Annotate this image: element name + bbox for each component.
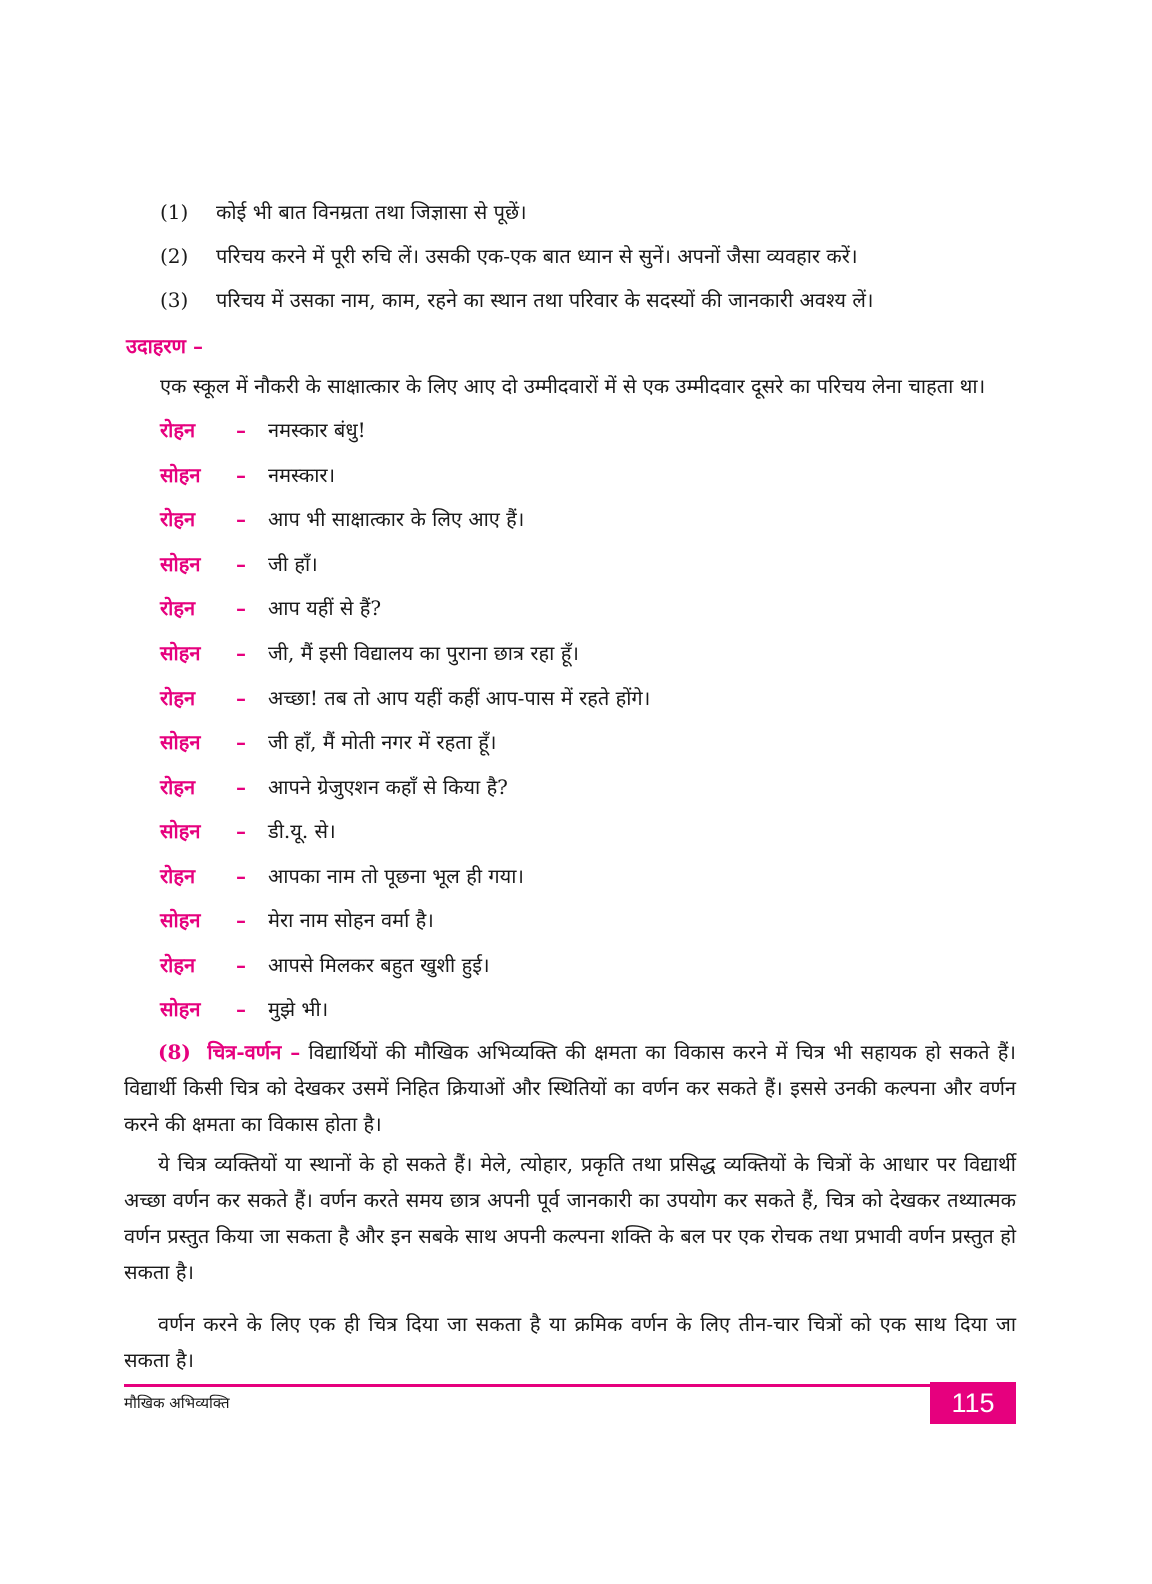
section-paragraph-3 <box>124 1306 1016 1378</box>
dialogue-text: जी हाँ, मैं मोती नगर में रहता हूँ। <box>268 730 497 754</box>
dialogue-dash: – <box>236 775 246 799</box>
speaker-name: रोहन <box>160 596 196 620</box>
dialogue-dash: – <box>236 953 246 977</box>
dialogue-dash: – <box>236 418 246 442</box>
dialogue-dash: – <box>236 552 246 576</box>
rule-text: परिचय करने में पूरी रुचि लें। उसकी एक-एक बात ध्यान से सुनें। अपनों जैसा व्यवहार करें। <box>216 244 858 268</box>
paragraph-text: वर्णन करने के लिए एक ही चित्र दिया जा सकता है या क्रमिक वर्णन के लिए तीन-चार चित्रों को एक साथ दिया जा सकता है। <box>124 1312 1016 1372</box>
page-number: 115 <box>930 1382 1016 1424</box>
dialogue-text: नमस्कार बंधु! <box>268 418 366 442</box>
section-title: चित्र-वर्णन – <box>207 1040 301 1064</box>
dialogue-dash: – <box>236 641 246 665</box>
dialogue-dash: – <box>236 596 246 620</box>
speaker-name: रोहन <box>160 418 196 442</box>
section-number: (8) <box>158 1040 191 1064</box>
speaker-name: सोहन <box>160 730 201 754</box>
speaker-name: सोहन <box>160 908 201 932</box>
paragraph-text: विद्यार्थियों की मौखिक अभिव्यक्ति की क्षमता का विकास करने में चित्र भी सहायक हो सकते हैं। विद्यार्थी किसी चित्र को देखकर उसमें निहित क्रियाओं और स्थितियों का वर्णन कर सकते हैं। इससे उनकी कल्पना और वर्णन करने की क्षमता का विकास होता है। <box>124 1040 1016 1136</box>
speaker-name: सोहन <box>160 997 201 1021</box>
example-heading: उदाहरण – <box>126 334 203 358</box>
rule-number: (3) <box>160 288 189 312</box>
dialogue-text: अच्छा! तब तो आप यहीं कहीं आप-पास में रहते होंगे। <box>268 686 651 710</box>
dialogue-text: जी हाँ। <box>268 552 318 576</box>
speaker-name: रोहन <box>160 686 196 710</box>
section-paragraph-2 <box>124 1146 1016 1290</box>
speaker-name: रोहन <box>160 507 196 531</box>
speaker-name: सोहन <box>160 463 201 487</box>
dialogue-dash: – <box>236 686 246 710</box>
dialogue-text: आपका नाम तो पूछना भूल ही गया। <box>268 864 525 888</box>
rule-number: (2) <box>160 244 189 268</box>
dialogue-text: डी.यू. से। <box>268 819 336 843</box>
rule-text: कोई भी बात विनम्रता तथा जिज्ञासा से पूछें। <box>216 200 527 224</box>
dialogue-dash: – <box>236 819 246 843</box>
dialogue-text: आपसे मिलकर बहुत खुशी हुई। <box>268 953 490 977</box>
dialogue-dash: – <box>236 997 246 1021</box>
dialogue-dash: – <box>236 864 246 888</box>
dialogue-dash: – <box>236 908 246 932</box>
dialogue-text: नमस्कार। <box>268 463 336 487</box>
dialogue-dash: – <box>236 730 246 754</box>
speaker-name: सोहन <box>160 552 201 576</box>
rule-number: (1) <box>160 200 189 224</box>
speaker-name: सोहन <box>160 819 201 843</box>
dialogue-text: आप भी साक्षात्कार के लिए आए हैं। <box>268 507 525 531</box>
speaker-name: रोहन <box>160 864 196 888</box>
example-intro: एक स्कूल में नौकरी के साक्षात्कार के लिए आए दो उम्मीदवारों में से एक उम्मीदवार दूसरे का परिचय लेना चाहता था। <box>160 374 986 398</box>
dialogue-text: आपने ग्रेजुएशन कहाँ से किया है? <box>268 775 508 799</box>
footer-chapter-title: मौखिक अभिव्यक्ति <box>124 1394 230 1412</box>
footer-divider <box>124 1384 930 1387</box>
rule-text: परिचय में उसका नाम, काम, रहने का स्थान तथा परिवार के सदस्यों की जानकारी अवश्य लें। <box>216 288 874 312</box>
dialogue-dash: – <box>236 507 246 531</box>
speaker-name: सोहन <box>160 641 201 665</box>
speaker-name: रोहन <box>160 953 196 977</box>
dialogue-text: मेरा नाम सोहन वर्मा है। <box>268 908 434 932</box>
paragraph-text: ये चित्र व्यक्तियों या स्थानों के हो सकते हैं। मेले, त्योहार, प्रकृति तथा प्रसिद्ध व्यक्तियों के चित्रों के आधार पर विद्यार्थी अच्छा वर्णन कर सकते हैं। वर्णन करते समय छात्र अपनी पूर्व जानकारी का उपयोग कर सकते हैं, चित्र को देखकर तथ्यात्मक वर्णन प्रस्तुत किया जा सकता है और इन सबके साथ अपनी कल्पना शक्ति के बल पर एक रोचक तथा प्रभावी वर्णन प्रस्तुत हो सकता है। <box>124 1152 1016 1284</box>
speaker-name: रोहन <box>160 775 196 799</box>
dialogue-text: मुझे भी। <box>268 997 329 1021</box>
dialogue-text: आप यहीं से हैं? <box>268 596 382 620</box>
dialogue-text: जी, मैं इसी विद्यालय का पुराना छात्र रहा हूँ। <box>268 641 579 665</box>
dialogue-dash: – <box>236 463 246 487</box>
section-paragraph-1 <box>124 1034 1016 1142</box>
